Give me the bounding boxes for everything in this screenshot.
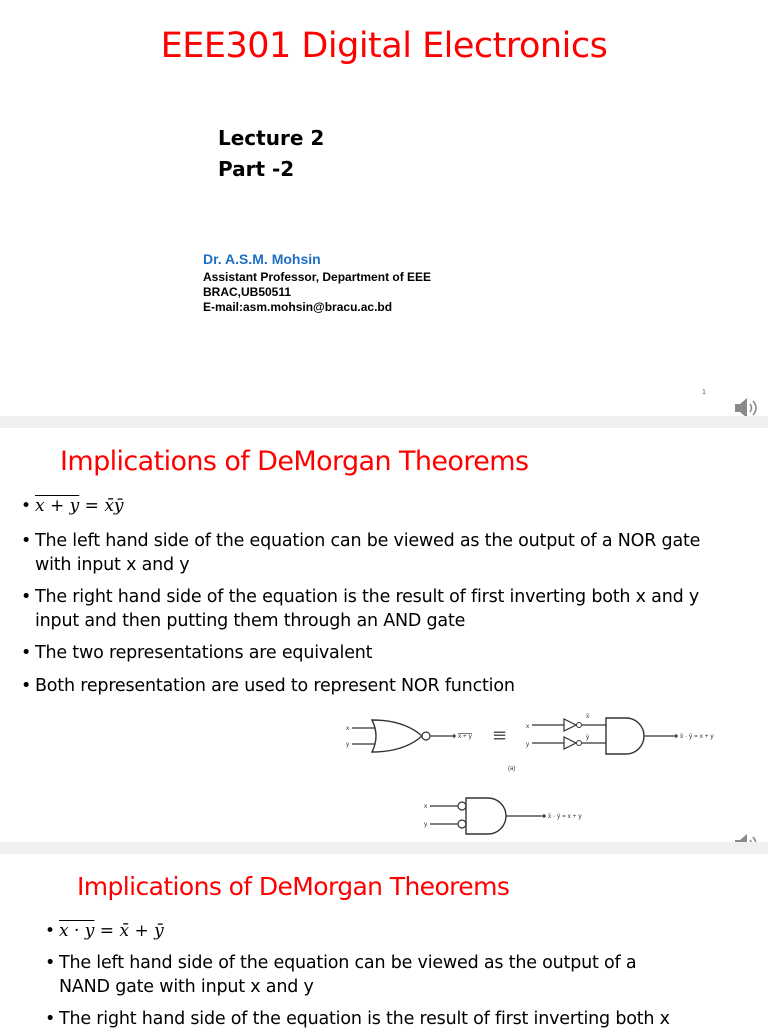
bullet-item: • The two representations are equivalent: [21, 643, 373, 663]
caption-a: (a): [508, 766, 516, 772]
bullet-item: • The left hand side of the equation can be viewed as the output of a NOR gate with input x and y: [21, 531, 701, 575]
bubbled-and-diagram: [420, 792, 620, 842]
input-x-label: x: [526, 723, 530, 730]
lecture-label: Lecture 2: [218, 126, 325, 150]
bullet-item: • Both representation are used to represent NOR function: [21, 676, 515, 696]
bullet-text: The left hand side of the equation can be viewed as the output of a: [59, 953, 637, 973]
course-title: EEE301 Digital Electronics: [160, 26, 608, 66]
slide-title: Implications of DeMorgan Theorems: [77, 872, 510, 901]
bullet-text-cont: NAND gate with input x and y: [59, 977, 314, 997]
bullet-item: • The right hand side of the equation is the result of first inverting both x and y input and then putting them through an AND gate: [21, 587, 700, 631]
author-position: Assistant Professor, Department of EEE: [203, 270, 432, 284]
eq-rhs: x̄ȳ: [104, 496, 124, 516]
eq-equals: =: [79, 496, 105, 516]
page-number: 1: [702, 389, 706, 396]
input-x-label: x: [346, 725, 350, 732]
bullet-item: • The left hand side of the equation can be viewed as the output of a NAND gate with input x and y: [45, 953, 637, 997]
bullet-text: Both representation are used to represent NOR function: [35, 676, 515, 696]
nor-gate: [372, 720, 422, 752]
bullet-item: • The right hand side of the equation is the result of first inverting both x: [45, 1009, 670, 1029]
equivalence-symbol: ≡: [492, 725, 508, 746]
input-y-label: y: [424, 821, 428, 828]
title-slide: [0, 0, 768, 416]
nand-slide: [0, 854, 768, 1029]
slide-title: Implications of DeMorgan Theorems: [60, 446, 529, 477]
slide-divider: [0, 842, 768, 854]
eq-lhs: x + y: [35, 496, 80, 516]
and-output-label: x̄ · ȳ = x + y: [680, 733, 714, 740]
and-gate: [606, 718, 644, 754]
input-y-label: y: [346, 741, 350, 748]
inv-x-label: x̄: [586, 713, 590, 720]
input-y-label: y: [526, 741, 530, 748]
bullet-text-cont: with input x and y: [35, 555, 190, 575]
author-name: Dr. A.S.M. Mohsin: [203, 251, 321, 267]
bullet-text-cont: input and then putting them through an AND gate: [35, 611, 466, 631]
inverter-x: [564, 719, 576, 731]
bullet-text: The left hand side of the equation can be viewed as the output of a NOR gate: [35, 531, 701, 551]
author-office: BRAC,UB50511: [203, 285, 292, 299]
and-output-label: x̄ · ȳ = x + y: [548, 813, 582, 820]
part-label: Part -2: [218, 157, 295, 181]
nand-equation: • x · y = x̄ + ȳ: [45, 921, 164, 941]
nor-equation: • x + y = x̄ȳ: [21, 496, 124, 516]
eq-lhs: x · y: [59, 921, 95, 941]
input-x-label: x: [424, 803, 428, 810]
eq-rhs: x̄ + ȳ: [119, 921, 164, 941]
author-email: E-mail:asm.mohsin@bracu.ac.bd: [203, 300, 393, 314]
eq-equals: =: [94, 921, 120, 941]
inverter-y: [564, 737, 576, 749]
nor-output-label: x + y: [458, 733, 472, 740]
bullet-text: The right hand side of the equation is the result of first inverting both x and y: [35, 587, 700, 607]
nor-slide: [0, 428, 768, 842]
bullet-text: The two representations are equivalent: [35, 643, 373, 663]
and-gate: [466, 798, 506, 834]
slide-divider: [0, 416, 768, 428]
inv-y-label: ȳ: [586, 734, 590, 741]
nor-equivalence-diagram: [340, 708, 750, 768]
bullet-text: The right hand side of the equation is the result of first inverting both x: [59, 1009, 670, 1029]
